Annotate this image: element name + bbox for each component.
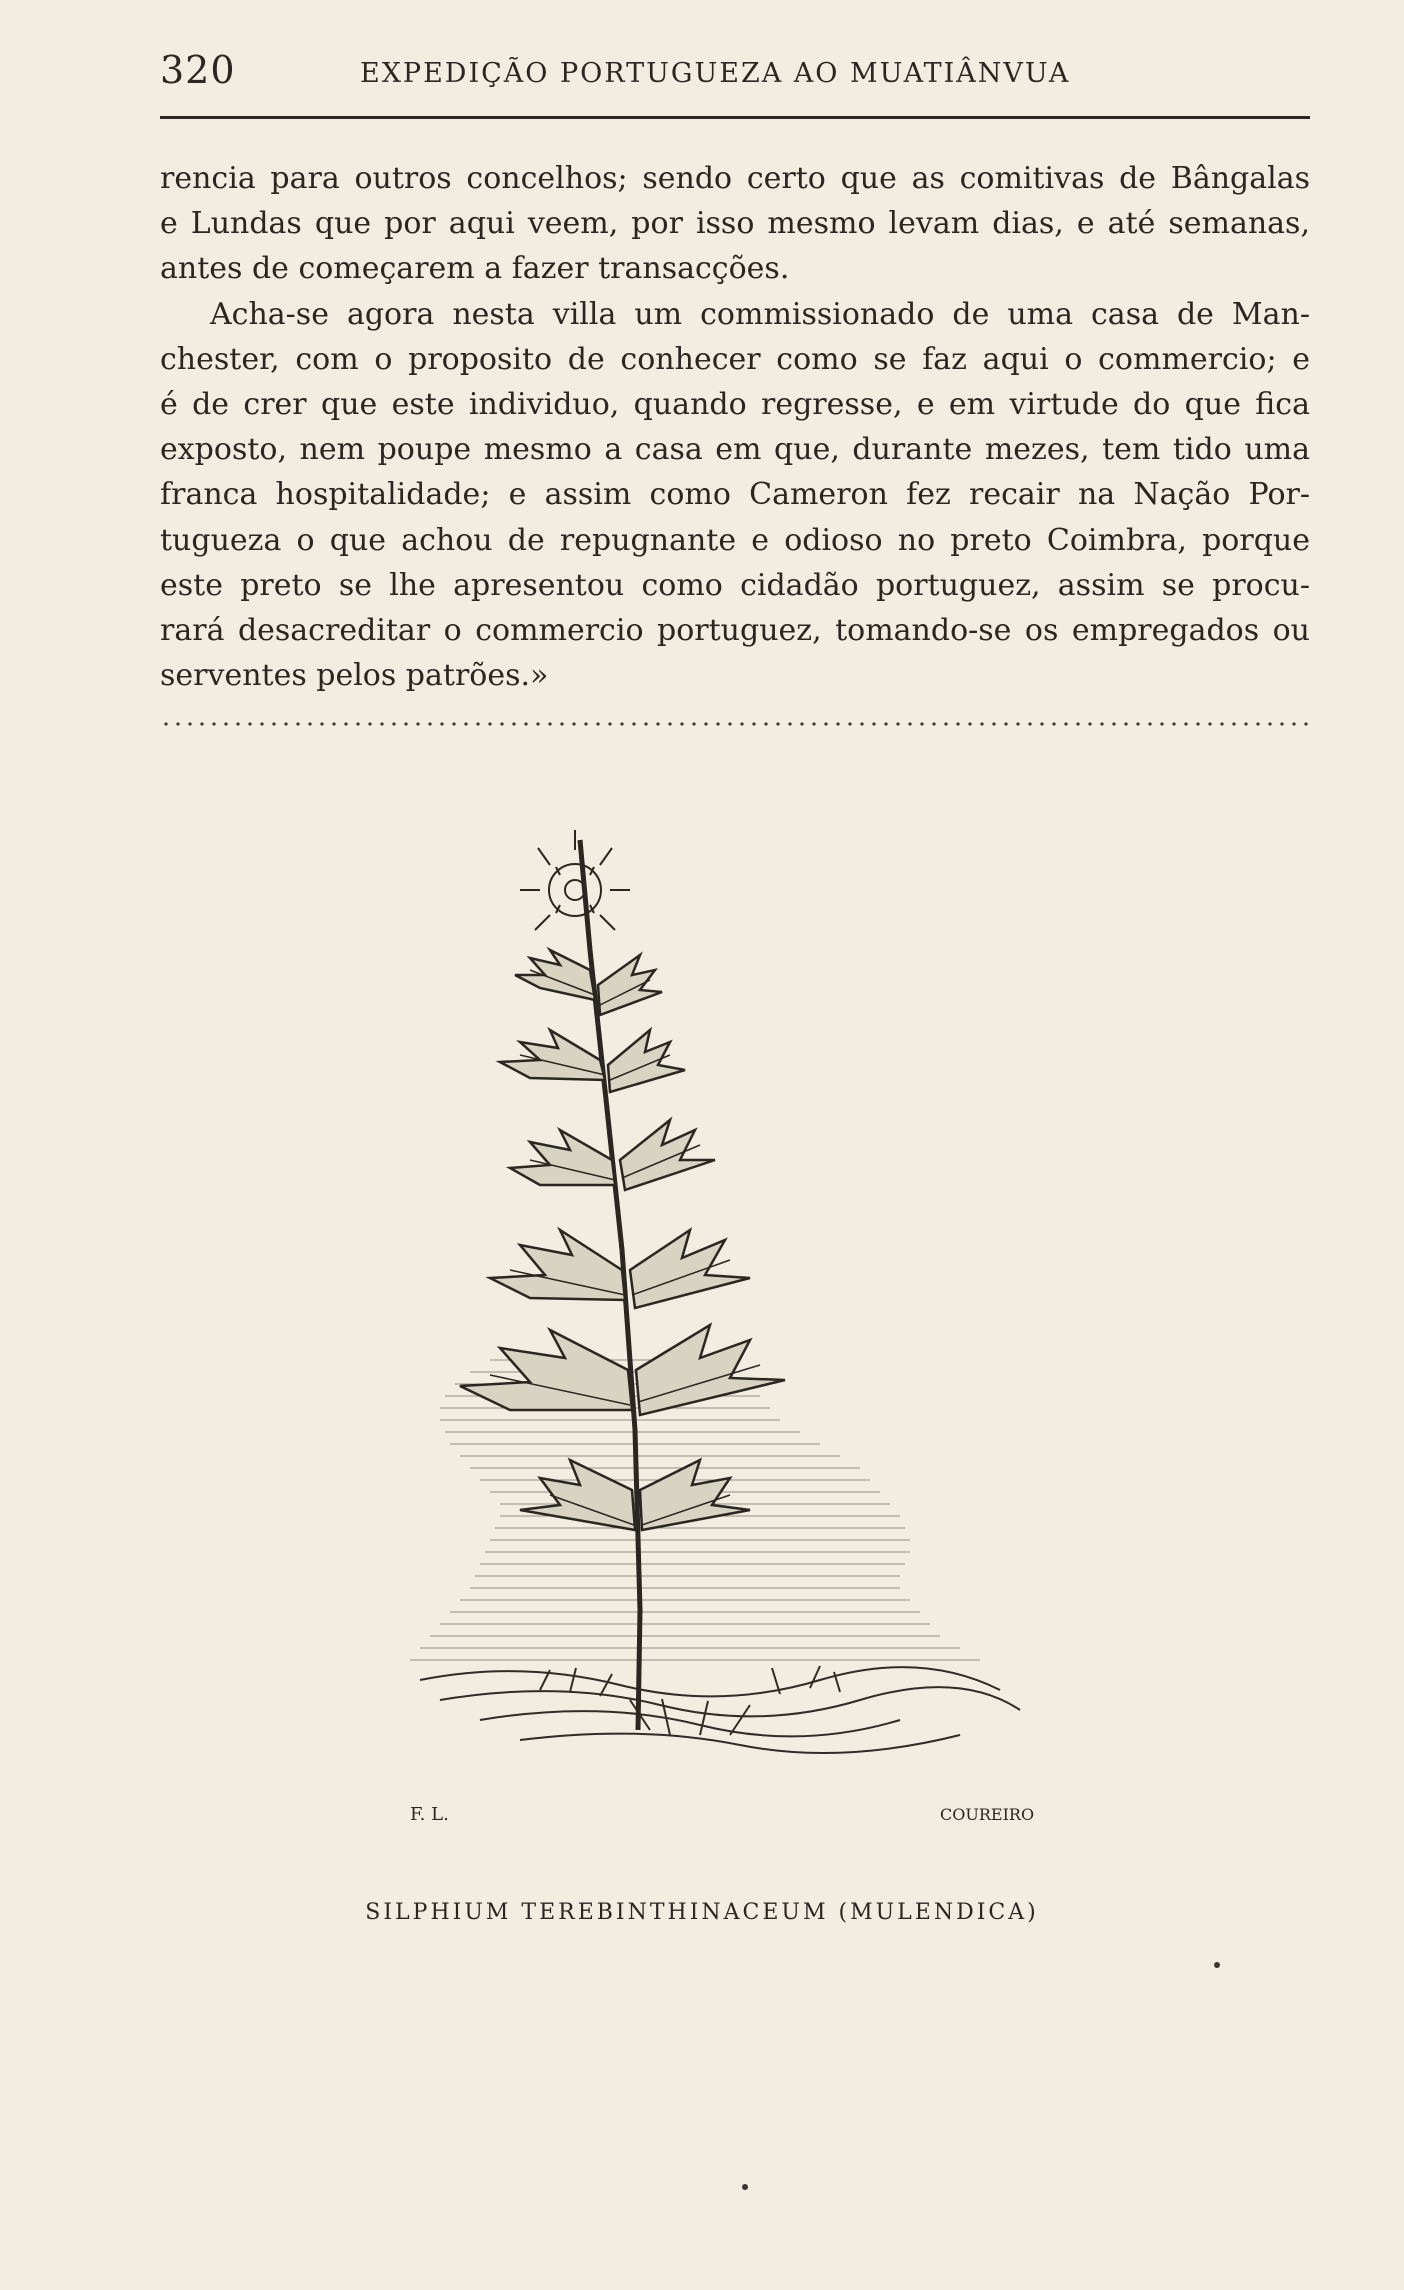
- engraver-mark-left: F. L.: [410, 1804, 449, 1825]
- body-text: [160, 156, 1310, 698]
- ground-grass: [420, 1666, 1020, 1753]
- text-line: este preto se lhe apresentou como cidadão portuguez, assim se procu-: [160, 567, 1310, 603]
- text-line: franca hospitalidade; e assim como Cameron fez recair na Nação Por-: [160, 477, 1310, 513]
- flower-head: [520, 830, 630, 930]
- stray-dot: [1214, 1962, 1220, 1968]
- text-line: exposto, nem poupe mesmo a casa em que, durante mezes, tem tido uma: [160, 432, 1310, 468]
- engraver-mark-right: COUREIRO: [940, 1805, 1035, 1824]
- ellipsis-rule: [160, 722, 1310, 726]
- page-number: 320: [160, 48, 236, 92]
- text-line: e Lundas que por aqui veem, por isso mesmo levam dias, e até semanas,: [160, 206, 1310, 242]
- text-line: rencia para outros concelhos; sendo certo que as comitivas de Bângalas: [160, 161, 1310, 196]
- figure-caption: SILPHIUM TEREBINTHINACEUM (MULENDICA): [365, 1900, 1039, 1925]
- plant-engraving: [400, 830, 1040, 1890]
- text-line: Acha-se agora nesta villa um commissionado de uma casa de Man-: [210, 296, 1310, 332]
- stray-dot: [742, 2184, 748, 2190]
- header-rule: [160, 116, 1310, 119]
- text-line: tugueza o que achou de repugnante e odioso no preto Coimbra, porque: [160, 522, 1310, 558]
- page-header: [160, 48, 1306, 98]
- running-title: EXPEDIÇÃO PORTUGUEZA AO MUATIÂNVUA: [360, 58, 1071, 89]
- text-line: chester, com o proposito de conhecer como se faz aqui o commercio; e: [160, 341, 1310, 377]
- text-line: rará desacreditar o commercio portuguez, tomando-se os empregados ou: [160, 613, 1310, 649]
- text-line: antes de começarem a fazer transacções.: [160, 251, 790, 287]
- text-line: serventes pelos patrões.»: [160, 658, 549, 694]
- text-line: é de crer que este individuo, quando regresse, e em virtude do que fica: [160, 387, 1310, 423]
